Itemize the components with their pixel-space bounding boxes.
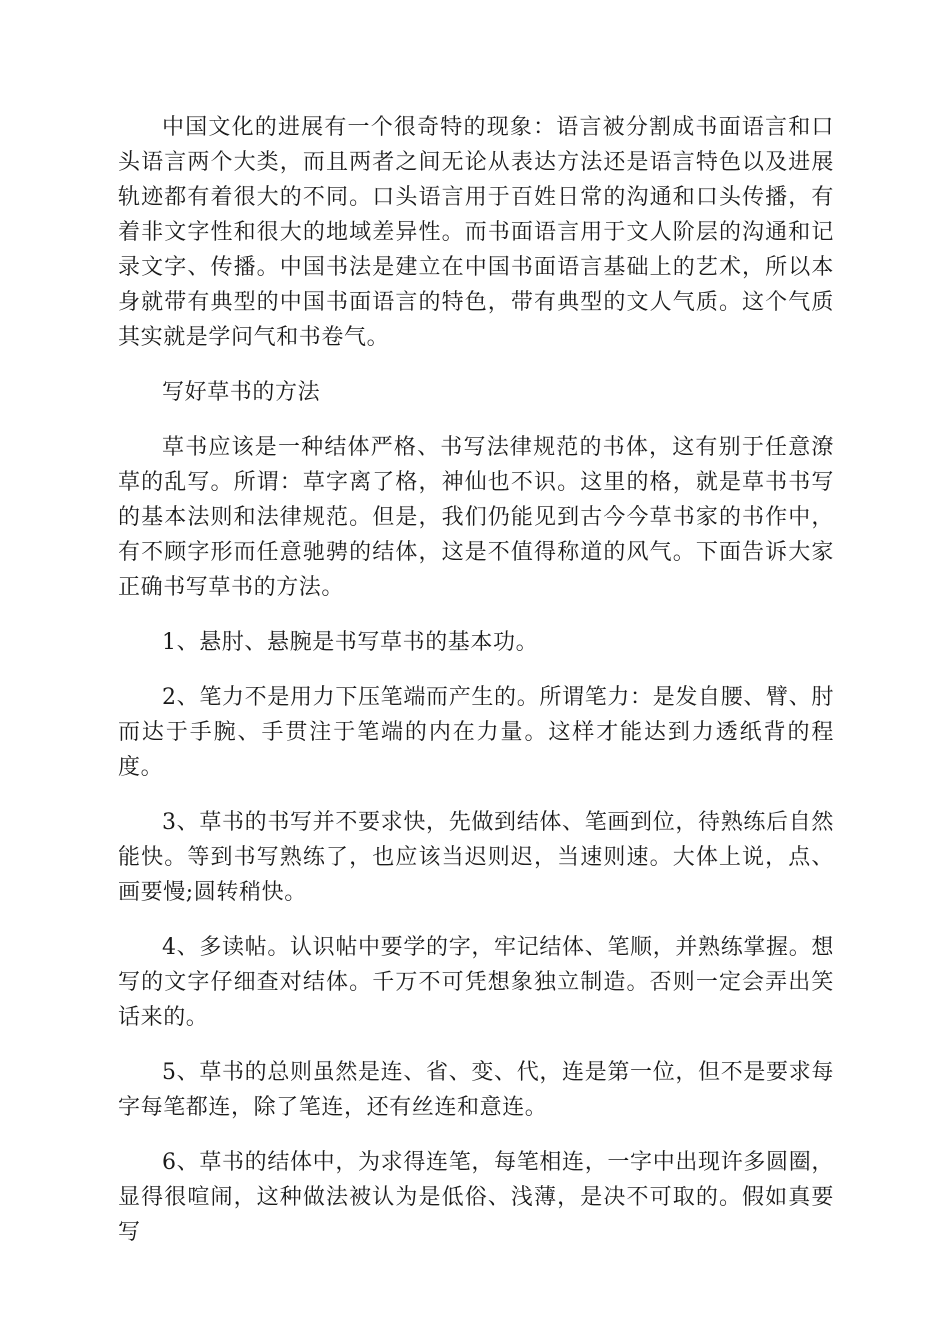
- list-item-1: 1、悬肘、悬腕是书写草书的基本功。: [162, 630, 539, 655]
- body-paragraph: 草书应该是一种结体严格、书写法律规范的书体，这有别于任意潦草的乱写。所谓：草字离了格，神仙也不识。这里的格，就是草书书写的基本法则和法律规范。但是，我们仍能见到古今今草书家的书作中，有不顾字形而任意驰骋的结体，这是不值得称道的风气。下面告诉大家正确书写草书的方法。: [118, 435, 834, 600]
- section-heading: 写好草书的方法: [162, 380, 321, 405]
- list-item-3: 3、草书的书写并不要求快，先做到结体、笔画到位，待熟练后自然能快。等到书写熟练了，也应该当迟则迟，当速则速。大体上说，点、画要慢;圆转稍快。: [118, 810, 834, 905]
- list-item-4: 4、多读帖。认识帖中要学的字，牢记结体、笔顺，并熟练掌握。想写的文字仔细查对结体。千万不可凭想象独立制造。否则一定会弄出笑话来的。: [118, 935, 834, 1030]
- list-item-5: 5、草书的总则虽然是连、省、变、代，连是第一位，但不是要求每字每笔都连，除了笔连，还有丝连和意连。: [118, 1060, 834, 1120]
- list-item-2: 2、笔力不是用力下压笔端而产生的。所谓笔力：是发自腰、臂、肘而达于手腕、手贯注于笔端的内在力量。这样才能达到力透纸背的程度。: [118, 685, 834, 780]
- intro-paragraph: 中国文化的进展有一个很奇特的现象：语言被分割成书面语言和口头语言两个大类，而且两者之间无论从表达方法还是语言特色以及进展轨迹都有着很大的不同。口头语言用于百姓日常的沟通和口头传播，有着非文字性和很大的地域差异性。而书面语言用于文人阶层的沟通和记录文字、传播。中国书法是建立在中国书面语言基础上的艺术，所以本身就带有典型的中国书面语言的特色，带有典型的文人气质。这个气质其实就是学问气和书卷气。: [118, 115, 834, 350]
- document-body: [118, 110, 834, 1270]
- list-item-6: 6、草书的结体中，为求得连笔，每笔相连，一字中出现许多圆圈，显得很喧闹，这种做法被认为是低俗、浅薄，是决不可取的。假如真要写: [118, 1150, 834, 1245]
